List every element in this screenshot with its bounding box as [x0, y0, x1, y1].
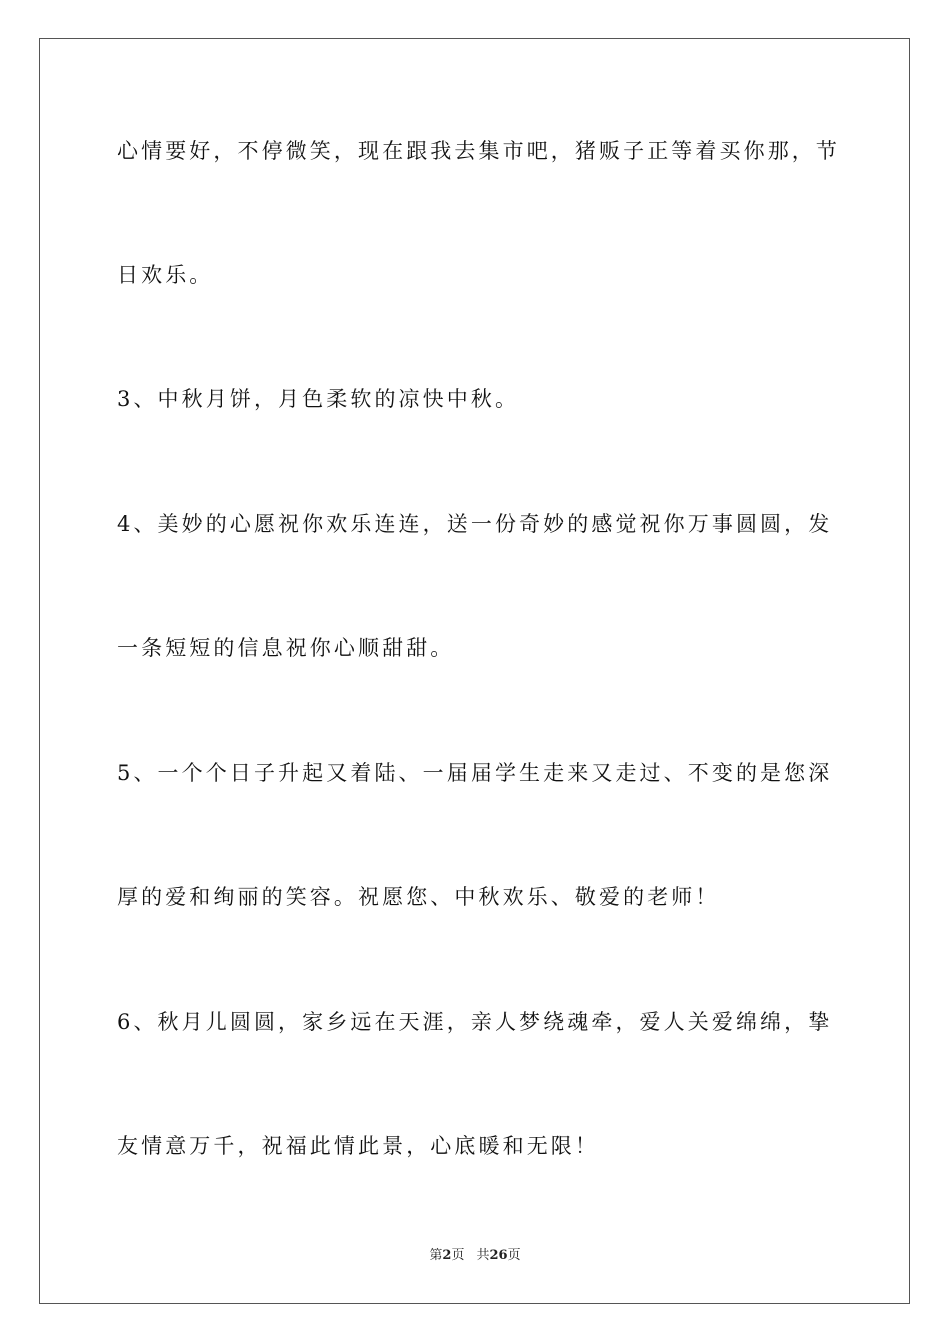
text-line-7: 厚的爱和绚丽的笑容。祝愿您、中秋欢乐、敬爱的老师！ — [117, 885, 720, 909]
text-line-1: 心情要好，不停微笑，现在跟我去集市吧，猪贩子正等着买你那，节 — [117, 139, 840, 163]
text-line-6: 5、一个个日子升起又着陆、一届届学生走来又走过、不变的是您深 — [117, 761, 833, 785]
text-line-2: 日欢乐。 — [117, 263, 214, 287]
text-line-3: 3、中秋月饼，月色柔软的凉快中秋。 — [117, 387, 520, 411]
text-line-8: 6、秋月儿圆圆，家乡远在天涯，亲人梦绕魂牵，爱人关爱绵绵，挚 — [117, 1010, 833, 1034]
page-number: 2 — [442, 1248, 452, 1263]
text-line-5: 一条短短的信息祝你心顺甜甜。 — [117, 636, 455, 660]
text-line-9: 友情意万千，祝福此情此景，心底暖和无限！ — [117, 1134, 599, 1158]
total-pages: 26 — [489, 1248, 508, 1263]
page-border — [39, 38, 910, 1304]
text-line-4: 4、美妙的心愿祝你欢乐连连，送一份奇妙的感觉祝你万事圆圆，发 — [117, 512, 833, 536]
page-footer — [0, 1247, 950, 1265]
total-prefix: 共 — [476, 1248, 490, 1263]
page-suffix: 页 — [451, 1248, 465, 1263]
total-suffix: 页 — [507, 1248, 521, 1263]
page-prefix: 第 — [429, 1248, 443, 1263]
